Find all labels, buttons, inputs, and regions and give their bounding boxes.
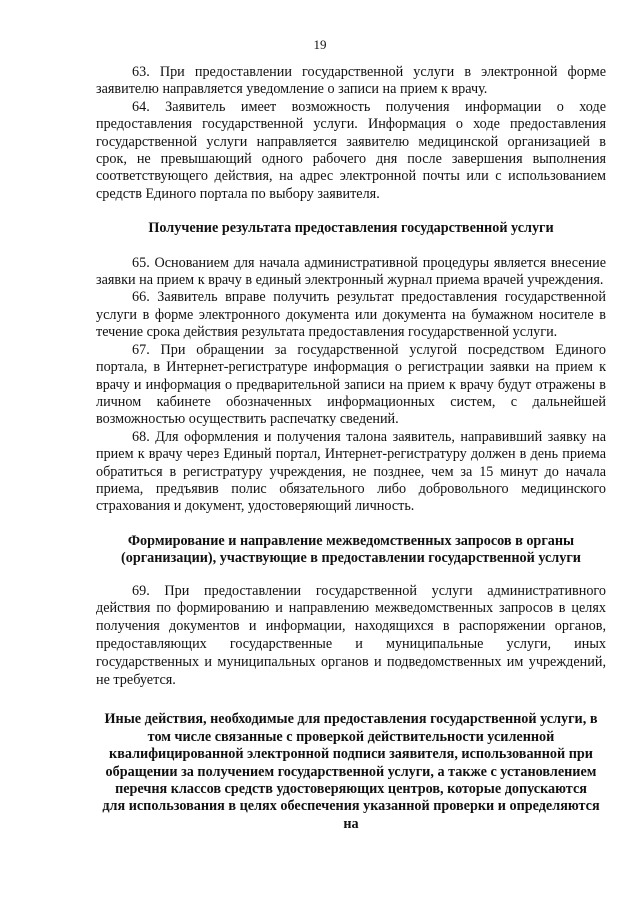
- section-heading-interagency: Формирование и направление межведомственных запросов в органы (организации), участвующие в предоставлении государственной услуги: [121, 532, 581, 567]
- section-heading-other-actions: Иные действия, необходимые для предоставления государственной услуги, в том числе связанные с проверкой действительности усиленной квалифицированной электронной подписи заявителя, использованной при обращении за получением государственной услуги, а также с установлением перечня классов средств удостоверяющих центров, которые допускаются для использования в целях обеспечения указанной проверки и определяются на: [102, 711, 600, 832]
- paragraph-66: 66. Заявитель вправе получить результат предоставления государственной услуги в форме электронного документа или документа на бумажном носителе в течение срока действия результата предоставления государственной услуги.: [96, 289, 606, 341]
- paragraph-64: 64. Заявитель имеет возможность получения информации о ходе предоставления государственной услуги. Информация о ходе предоставления государственной услуги направляется заявителю медицинской организацией в срок, не превышающий одного рабочего дня после завершения выполнения соответствующего действия, на адрес электронной почты или с использованием средств Единого портала по выбору заявителя.: [96, 98, 606, 202]
- paragraph-68: 68. Для оформления и получения талона заявитель, направивший заявку на прием к врачу через Единый портал, Интернет-регистратуру должен в день приема обратиться в регистратуру учреждения, не позднее, чем за 15 минут до начала приема, предъявив полис обязательного либо добровольного медицинского страхования и документ, удостоверяющий личность.: [96, 428, 606, 515]
- paragraph-67: 67. При обращении за государственной услугой посредством Единого портала, в Интернет-регистратуре информация о регистрации заявки на прием к врачу и информация о предварительной записи на прием к врачу будут отражены в личном кабинете обозначенных информационных систем, с дальнейшей возможностью осуществить распечатку сведений.: [96, 341, 606, 428]
- paragraph-65: 65. Основанием для начала административной процедуры является внесение заявки на прием к врачу в единый электронный журнал приема врачей учреждения.: [96, 254, 606, 289]
- page-number: 19: [313, 37, 327, 52]
- paragraph-63: 63. При предоставлении государственной услуги в электронной форме заявителю направляется уведомление о записи на прием к врачу.: [96, 64, 606, 98]
- paragraph-69: 69. При предоставлении государственной услуги административного действия по формированию и направлению межведомственных запросов в целях получения документов и информации, находящихся в распоряжении органов, предоставляющих государственные и муниципальные услуги, иных государственных и муниципальных органов и подведомственных им учреждений, не требуется.: [96, 582, 606, 688]
- document-body: [96, 64, 606, 833]
- section-heading-result: Получение результата предоставления государственной услуги: [148, 220, 554, 237]
